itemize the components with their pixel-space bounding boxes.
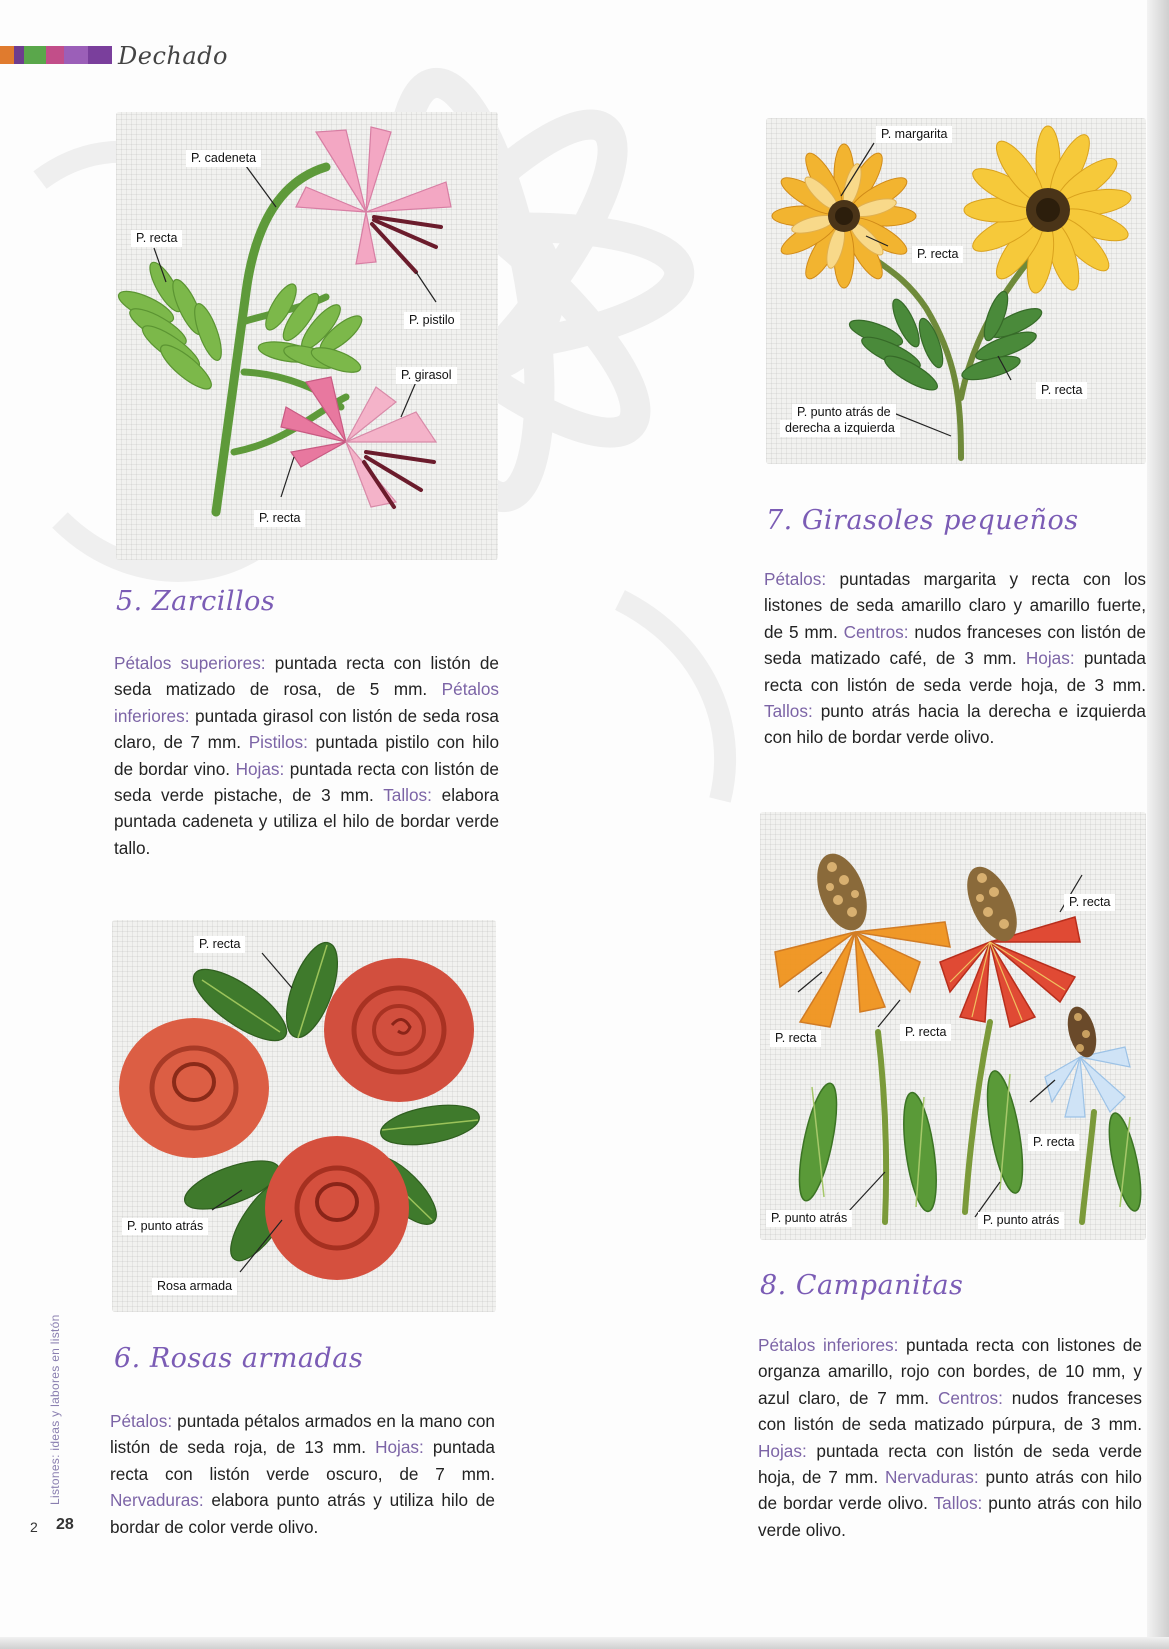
header-bar [46, 46, 64, 64]
description-text: puntada recta con listón de seda matizado de rosa, de 5 mm. [114, 653, 499, 700]
description-keyword: Hojas: [758, 1440, 807, 1461]
description-text: puntada pistilo con hilo de bordar vino. [114, 732, 500, 779]
description-keyword: Pétalos superiores: [114, 653, 266, 673]
section-title: 5. Zarcillos [116, 586, 276, 617]
description-text: punto atrás hacia la derecha e izquierda con hilo de bordar verde olivo. [764, 701, 1146, 748]
description-keyword: Hojas: [375, 1437, 424, 1458]
page-bottom-shadow [0, 1637, 1169, 1649]
callout-label: P. recta [1064, 894, 1115, 911]
description-text: puntada recta con listón de seda verde hoja, de 7 mm. [758, 1440, 1142, 1488]
callout-label: derecha a izquierda [780, 420, 900, 437]
section-header-title: Dechado [118, 42, 228, 70]
photo-campanitas [760, 812, 1146, 1240]
callout-label: P. margarita [876, 126, 952, 143]
description-text: nudos franceses con listón de seda matizado café, de 3 mm. [764, 621, 1146, 669]
zarcillos-embroidery [116, 112, 498, 560]
callout-label: P. cadeneta [186, 150, 261, 167]
section-description [114, 650, 499, 861]
callout-label: Rosa armada [152, 1278, 237, 1295]
callout-label: P. punto atrás [122, 1218, 208, 1235]
callout-label: P. recta [254, 510, 305, 527]
page-edge-shadow [1147, 0, 1169, 1649]
description-keyword: Pétalos: [110, 1411, 173, 1431]
header-bar [14, 46, 24, 64]
description-keyword: Hojas: [235, 758, 285, 779]
description-keyword: Nervaduras: [885, 1467, 979, 1488]
section-title: 6. Rosas armadas [114, 1343, 364, 1374]
edge-page-mark: 2 [30, 1519, 38, 1535]
callout-label: P. recta [194, 936, 245, 953]
description-text: puntada recta con listón de seda verde hoja, de 3 mm. [764, 648, 1146, 695]
rosas-embroidery [112, 920, 496, 1312]
callout-label: P. recta [131, 230, 182, 247]
campanitas-embroidery [760, 812, 1146, 1240]
description-text: punto atrás con hilo de bordar verde olivo. [758, 1467, 1142, 1514]
header-bar [0, 46, 14, 64]
description-keyword: Centros: [843, 621, 909, 642]
description-keyword: Tallos: [933, 1493, 983, 1514]
page-number: 28 [56, 1516, 74, 1533]
description-text: nudos franceses con listón de seda matizado púrpura, de 3 mm. [758, 1387, 1142, 1435]
section-description [110, 1408, 495, 1540]
description-keyword: Pistilos: [248, 732, 308, 753]
description-text: puntadas margarita y recta con los listones de seda amarillo claro y amarillo fuerte, de 5 mm. [764, 569, 1146, 642]
description-keyword: Pétalos: [764, 569, 827, 589]
description-text: puntada girasol con listón de seda rosa claro, de 7 mm. [114, 705, 499, 753]
section-title: 8. Campanitas [760, 1270, 964, 1301]
callout-label: P. punto atrás de [792, 404, 896, 421]
header-bar [64, 46, 88, 64]
section-title: 7. Girasoles pequeños [766, 505, 1079, 536]
description-keyword: Centros: [937, 1387, 1003, 1408]
photo-rosas-armadas [112, 920, 496, 1312]
description-keyword: Pétalos inferiores: [114, 679, 499, 726]
description-text: punto atrás con hilo verde olivo. [758, 1493, 1142, 1540]
callout-label: P. recta [900, 1024, 951, 1041]
photo-girasoles-pequenos [766, 118, 1146, 464]
callout-label: P. punto atrás [766, 1210, 852, 1227]
callout-label: P. punto atrás [978, 1212, 1064, 1229]
vertical-book-caption: Listones: ideas y labores en listón [48, 1314, 62, 1505]
description-text: elabora punto atrás y utiliza hilo de bordar de color verde olivo. [110, 1490, 495, 1537]
photo-zarcillos [116, 112, 498, 560]
description-keyword: Pétalos inferiores: [758, 1335, 899, 1355]
description-keyword: Tallos: [383, 785, 432, 806]
description-keyword: Nervaduras: [110, 1490, 204, 1511]
description-text: elabora puntada cadeneta y utiliza el hilo de bordar verde tallo. [114, 785, 499, 858]
description-text: puntada recta con listón de seda verde pistache, de 3 mm. [114, 758, 499, 806]
callout-label: P. pistilo [404, 312, 460, 329]
description-text: puntada recta con listón verde oscuro, de 7 mm. [110, 1437, 495, 1484]
callout-label: P. recta [770, 1030, 821, 1047]
section-description [758, 1332, 1142, 1543]
description-keyword: Tallos: [764, 701, 813, 722]
description-keyword: Hojas: [1025, 648, 1075, 669]
callout-label: P. girasol [396, 367, 457, 384]
callout-label: P. recta [1028, 1134, 1079, 1151]
header-bar [24, 46, 46, 64]
header-color-bars [0, 46, 112, 64]
header-bar [88, 46, 112, 64]
callout-label: P. recta [1036, 382, 1087, 399]
section-description [764, 566, 1146, 751]
callout-label: P. recta [912, 246, 963, 263]
description-text: puntada recta con listones de organza amarillo, rojo con bordes, de 10 mm, y azul claro, de 7 mm. [758, 1335, 1142, 1408]
description-text: puntada pétalos armados en la mano con listón de seda roja, de 13 mm. [110, 1411, 495, 1458]
